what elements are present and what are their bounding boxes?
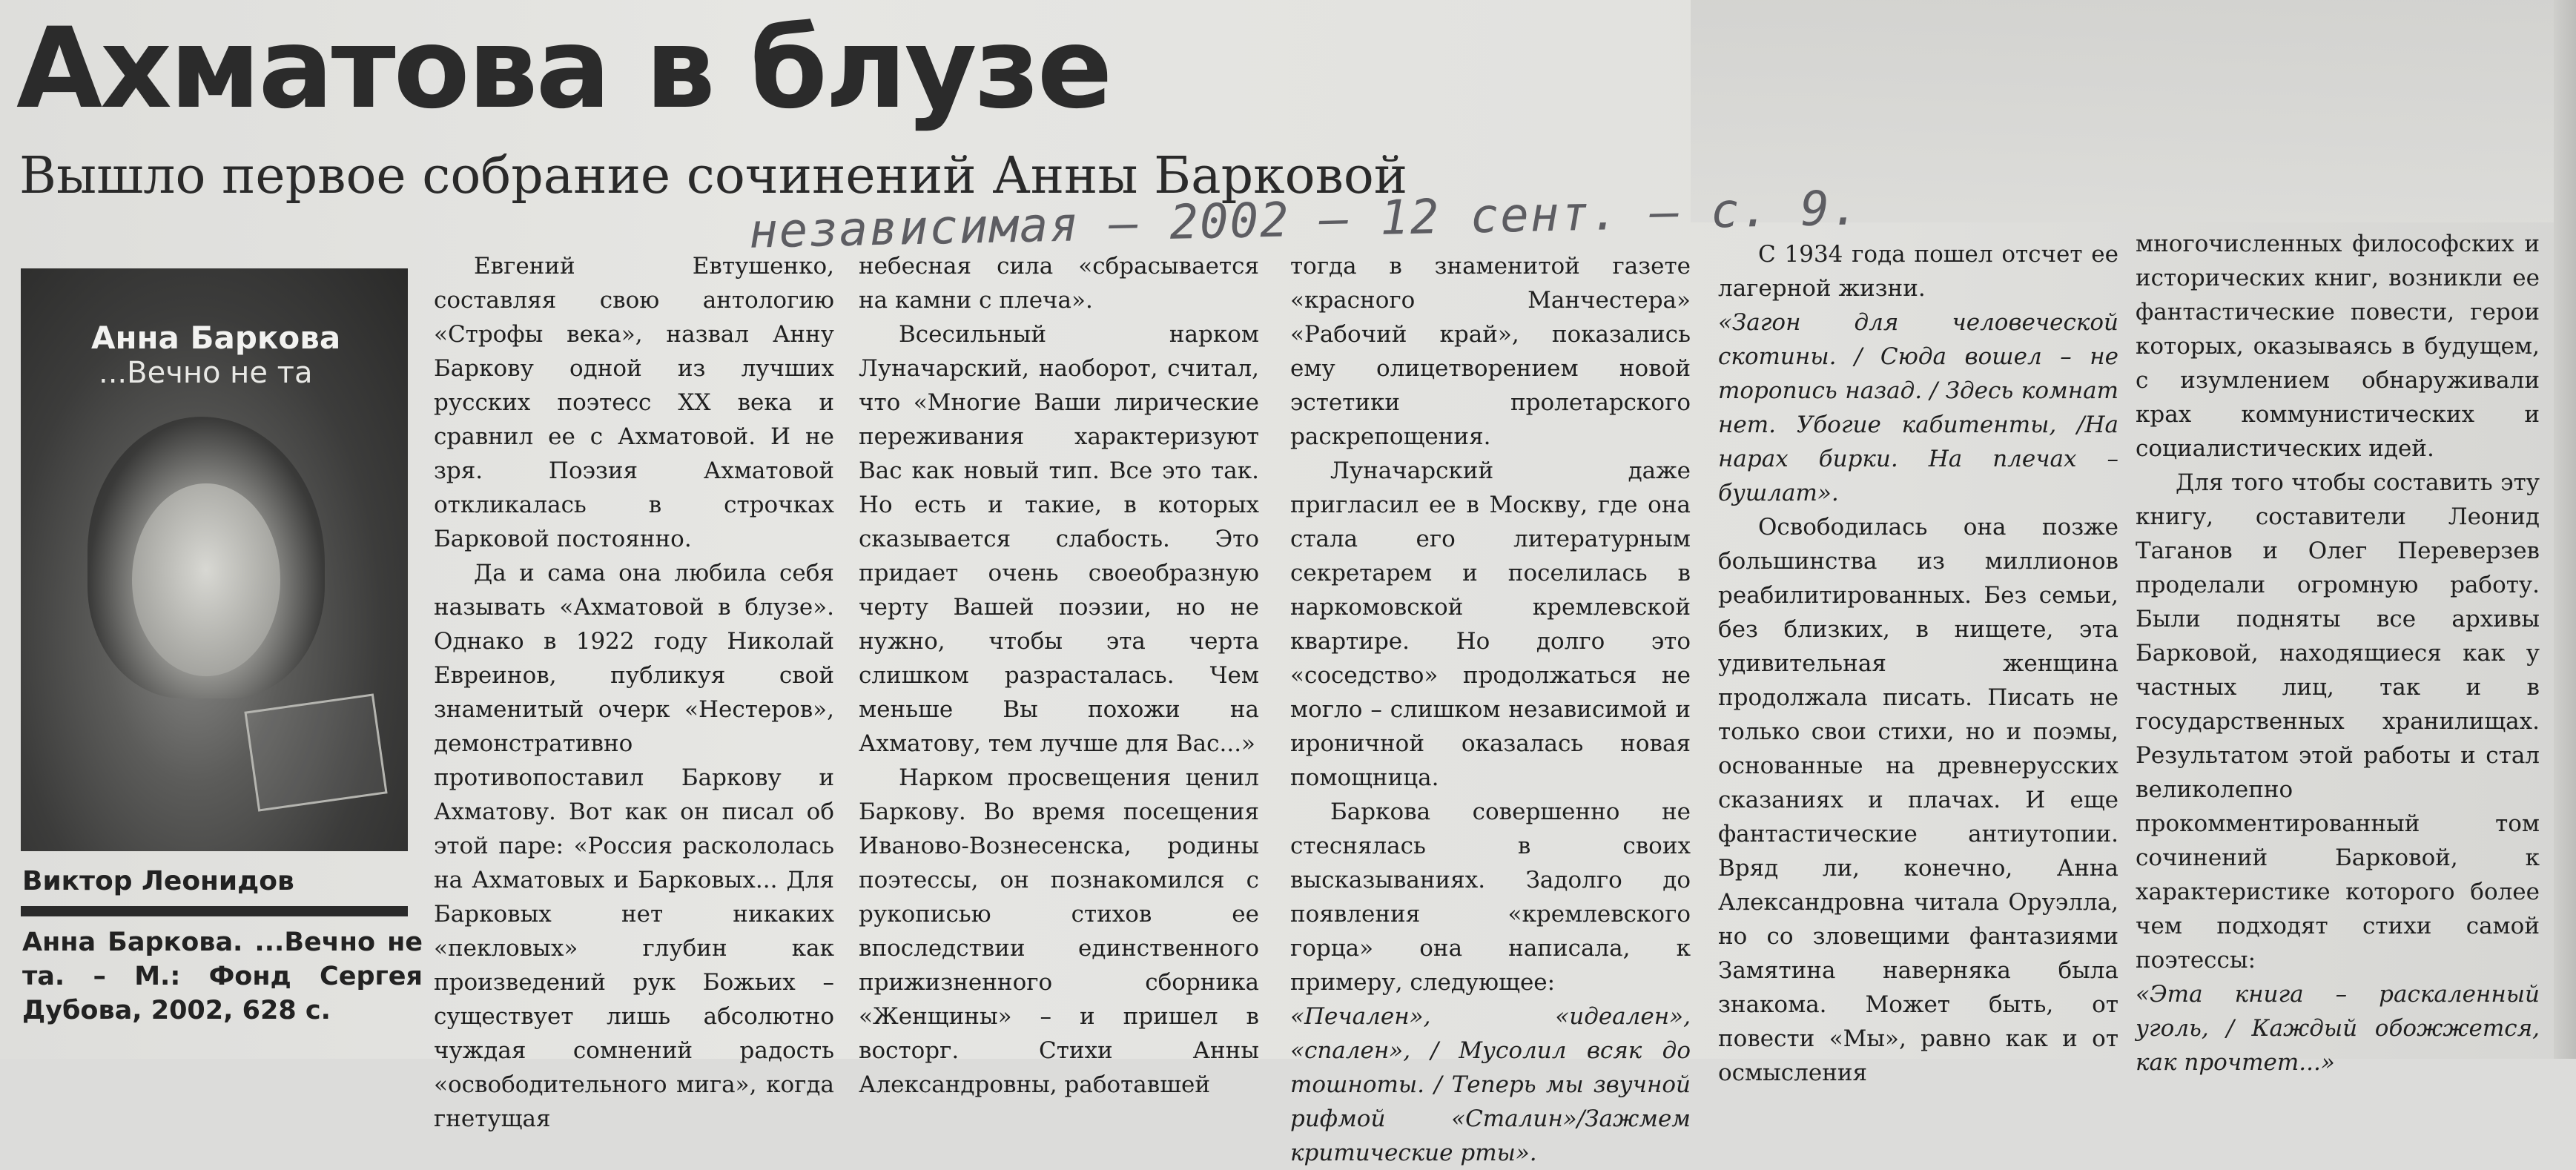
verse-quote: «Печален», «идеален», «спален», / Мусолил всяк до тошноты. / Теперь мы звучной рифмой «Сталин»/Зажмем критические рты».: [1290, 1003, 1691, 1166]
text-column-3: [1290, 249, 1691, 1166]
text-column-4: [1718, 237, 2118, 1086]
book-cover-photo: [21, 268, 408, 851]
text-column-1: [434, 249, 834, 1132]
article-paragraph: С 1934 года пошел отсчет ее лагерной жизни.: [1718, 241, 2118, 302]
article-paragraph: Да и сама она любила себя называть «Ахматовой в блузе». Однако в 1922 году Николай Евреинов, публикуя свой знаменитый очерк «Нестеров», демонстративно противопоставил Баркову и Ахматову. Вот как он писал об этой паре: «Россия раскололась на Ахматовых и Барковых... Для Барковых нет никаких «пекловых» глубин как произведений рук Божьих – существует лишь абсолютно чуждая сомнений радость «освободительного мига», когда гнетущая: [434, 560, 834, 1132]
article-paragraph: Нарком просвещения ценил Баркову. Во время посещения Иваново-Вознесенска, родины поэтессы, он познакомился с рукописью стихов ее впоследствии единственного прижизненного сборника «Женщины» – и пришел в восторг. Стихи Анны Александровны, работавшей: [859, 764, 1259, 1098]
article-paragraph: Всесильный нарком Луначарский, наоборот, считал, что «Многие Ваши лирические переживания характеризуют Вас как новый тип. Все это так. Но есть и такие, в которых сказывается слабость. Это придает очень своеобразную черту Вашей поэзии, но не нужно, чтобы эта черта слишком разрасталась. Чем меньше Вы похожи на Ахматову, тем лучше для Вас...»: [859, 321, 1259, 757]
article-paragraph: тогда в знаменитой газете «красного Манчестера» «Рабочий край», показались ему олицетворением новой эстетики пролетарского раскрепощения.: [1290, 253, 1691, 450]
article-paragraph: небесная сила «сбрасывается на камни с плеча».: [859, 253, 1259, 314]
article-paragraph: Луначарский даже пригласил ее в Москву, где она стала его литературным секретарем и поселилась в наркомовской кремлевской квартире. Но долго это «соседство» продолжаться не могло – слишком независимой и ироничной оказалась новая помощница.: [1290, 457, 1691, 791]
article-paragraph: Для того чтобы составить эту книгу, составители Леонид Таганов и Олег Переверзев проделали огромную работу. Были подняты все архивы Барковой, находящиеся как у частных лиц, так и в государственных хранилищах. Результатом этой работы и стал великолепно прокомментированный том сочинений Барковой, к характеристике которого более чем подходят стихи самой поэтессы:: [2136, 469, 2540, 974]
article-paragraph: Евгений Евтушенко, составляя свою антологию «Строфы века», назвал Анну Баркову одной из лучших русских поэтесс XX века и сравнил ее с Ахматовой. И не зря. Поэзия Ахматовой откликалась в строчках Барковой постоянно.: [434, 253, 834, 552]
cover-author: Анна Баркова: [91, 320, 341, 356]
text-column-5: [2136, 227, 2540, 1076]
cover-stamp: [244, 693, 387, 811]
headline: Ахматова в блузе: [16, 4, 1111, 133]
article-paragraph: многочисленных философских и исторических книг, возникли ее фантастические повести, герои которых, оказываясь в будущем, с изумлением обнаруживали крах коммунистических и социалистических идей.: [2136, 231, 2540, 462]
article-author: Виктор Леонидов: [22, 866, 294, 896]
book-reference: Анна Баркова. ...Вечно не та. – М.: Фонд Сергея Дубова, 2002, 628 с.: [22, 928, 423, 1025]
article-paragraph: Баркова совершенно не стеснялась в своих высказываниях. Задолго до появления «кремлевского горца» она написала, к примеру, следующее:: [1290, 799, 1691, 996]
scan-edge: [2554, 0, 2576, 1059]
text-column-2: [859, 249, 1259, 1098]
article-paragraph: Освободилась она позже большинства из миллионов реабилитированных. Без семьи, без близких, в нищете, эта удивительная женщина продолжала писать. Писать не только свои стихи, но и поэмы, основанные на древнерусских сказаниях и плачах. И еще фантастические антиутопии. Вряд ли, конечно, Анна Александровна читала Оруэлла, но со зловещими фантазиями Замятина наверняка была знакома. Может быть, от повести «Мы», равно как и от осмысления: [1718, 514, 2118, 1086]
subheadline: Вышло первое собрание сочинений Анны Барковой: [19, 147, 1408, 205]
cover-title: ...Вечно не та: [99, 356, 313, 390]
handwritten-note: независимая – 2002 – 12 сент. – с. 9.: [748, 181, 1862, 260]
verse-quote: «Эта книга – раскаленный уголь, / Каждый обожжется, как прочтет...»: [2136, 981, 2540, 1076]
verse-quote: «Загон для человеческой скотины. / Сюда вошел – не торопись назад. / Здесь комнат нет. Убогие кабитенты, /На нарах бирки. На плечах – бушлат».: [1718, 309, 2118, 506]
portrait-face: [132, 483, 280, 676]
author-rule: [21, 906, 408, 916]
